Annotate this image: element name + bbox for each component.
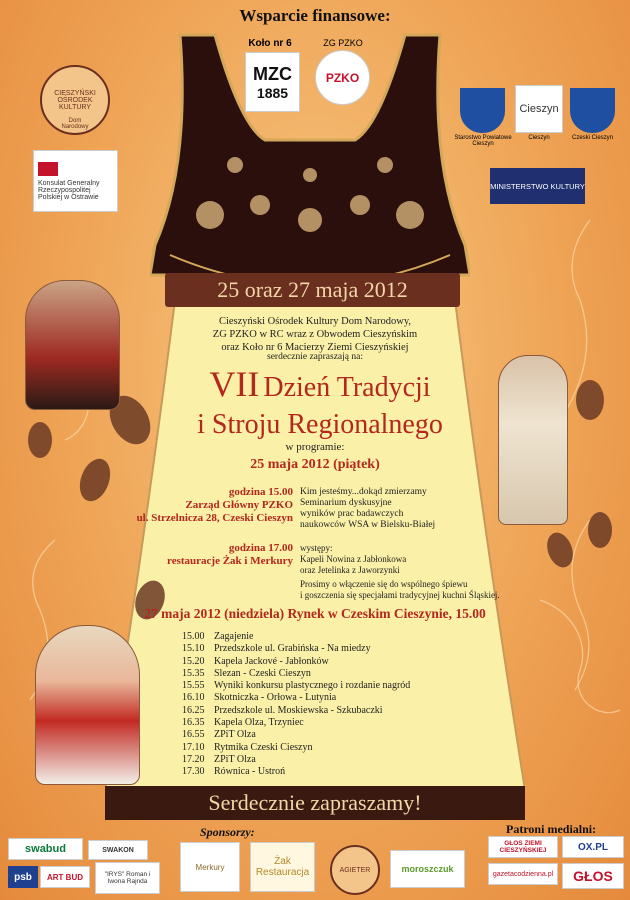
czeski-label: Czeski Cieszyn [571,135,613,141]
event1-address: ul. Strzelnicza 28, Czeski Cieszyn [136,512,293,524]
konsulat-text: Konsulat Generalny Rzeczypospolitej Polskiej w Ostrawie [38,179,100,201]
schedule-item: Wyniki konkursu plastycznego i rozdanie nagród [214,680,411,692]
schedule-item: Kapela Olza, Trzyniec [214,717,304,729]
schedule-item: Przedszkole ul. Grabińska - Na miedzy [214,643,371,655]
patrons-label: Patroni medialni: [506,822,597,836]
eagle-icon [38,162,58,176]
schedule-row [182,668,442,680]
kolo-label: Koło nr 6 [248,38,292,49]
sponsors-label: Sponsorzy: [200,825,255,839]
event2-left [110,542,293,568]
sponsor-logo-psb: psb [8,866,38,888]
schedule-row [182,742,442,754]
schedule-time: 16.55 [182,729,205,741]
child-photo-right [498,355,568,525]
schedule-time: 15.00 [182,631,205,642]
child-photo-bottom [35,625,140,785]
mzc-year: 1885 [256,84,289,101]
pzko-logo: PZKO [315,50,370,105]
schedule-row [182,680,442,692]
event1-left [110,486,293,525]
schedule-time: 16.35 [182,717,205,729]
schedule-item: Zagajenie [214,631,254,642]
cieszyn-logo [515,85,563,133]
schedule-row [182,631,442,643]
event1-desc: wyników prac badawczych [300,509,404,519]
sponsor-logo-swakon: SWAKON [88,840,148,860]
dress-bodice [150,15,470,315]
schedule-time: 16.10 [182,692,205,704]
schedule-item: Rytmika Czeski Cieszyn [214,741,313,753]
event2-desc: oraz Jetelinka z Jaworzynki [300,565,400,575]
patron-logo-glos: GŁOS [562,863,624,889]
title-line-2: i Stroju Regionalnego [197,409,443,440]
schedule-item: Przedszkole ul. Moskiewska - Szkubaczki [214,704,383,716]
day2-title: 27 maja 2012 (niedziela) Rynek w Czeskim Cieszynie, 15.00 [144,606,486,621]
event2-desc: Kapeli Nowina z Jabłonkowa [300,554,407,564]
invite-text: serdecznie zapraszają na: [267,352,363,362]
schedule-row [182,766,442,778]
schedule-row [182,692,442,704]
mzc-logo [245,52,300,112]
sponsor-logo-agieter: AGIETER [330,845,380,895]
funding-title: Wsparcie finansowe: [239,6,391,25]
schedule-row [182,729,442,741]
event1-desc: Kim jesteśmy...dokąd zmierzamy [300,487,427,497]
schedule-list [182,631,442,779]
sponsor-logo-zak: Żak Restauracja [250,842,315,892]
organizer-line: ZG PZKO w RC wraz z Obwodem Cieszyńskim [212,329,418,340]
schedule-time: 15.10 [182,643,205,655]
schedule-item: Skotniczka - Orłowa - Lutynia [214,692,337,704]
organizer-line: Cieszyński Ośrodek Kultury Dom Narodowy, [218,316,412,327]
event1-desc: naukowców WSA w Bielsku-Białej [300,520,436,530]
schedule-item: Kapela Jackové - Jabłonków [214,655,329,667]
program-label: w programie: [285,441,345,453]
cok-sub: Dom Narodowy [61,118,89,130]
sponsor-logo-swabud: swabud [8,838,83,860]
date-banner: 25 oraz 27 maja 2012 [165,273,460,307]
schedule-time: 15.55 [182,680,205,692]
schedule-time: 15.20 [182,655,205,667]
event-title [175,364,465,441]
schedule-row [182,717,442,729]
event2-place: restauracje Żak i Merkury [167,555,293,567]
mzc-text: MZC [253,63,292,84]
event2-right [300,543,528,601]
day1-title: 25 maja 2012 (piątek) [250,457,380,472]
organizers-text [150,315,480,354]
event2-desc: występy: [300,543,333,553]
schedule-row [182,656,442,668]
zg-label: ZG PZKO [323,38,363,48]
event1-right [300,487,500,531]
konsulat-logo [33,150,118,212]
schedule-item: Równica - Ustroń [214,766,286,778]
sponsor-logo-moroszczuk: moroszczuk [390,850,465,888]
patron-logo-glos-ziemi: GŁOS ZIEMI CIESZYŃSKIEJ [488,836,558,858]
schedule-item: ZPiT Olza [214,753,256,765]
organizer-line: oraz Koło nr 6 Macierzy Ziemi Cieszyńskiej [221,342,409,353]
event1-place: Zarząd Główny PZKO [185,499,293,511]
czeski-crest-icon [570,88,615,133]
event2-time: godzina 17.00 [228,542,293,554]
event1-desc: Seminarium dyskusyjne [300,498,392,508]
title-roman: VII [209,364,260,404]
cok-text: CIESZYŃSKI OŚRODEK KULTURY [54,89,96,111]
starostwo-label: Starostwo Powiatowe Cieszyn [454,135,512,147]
event2-desc: Prosimy o włączenie się do wspólnego śpiewu [300,579,468,589]
schedule-item: Slezan - Czeski Cieszyn [214,667,311,679]
sponsor-logo-artbud: ART BUD [40,866,90,888]
schedule-time: 15.35 [182,667,205,679]
sponsor-logo-irys: "IRYS" Roman i Iwona Rajnda [95,862,160,894]
schedule-row [182,643,442,655]
child-photo-left [25,280,120,410]
event2-desc: i goszczenia się specjałami tradycyjnej kuchni Śląskiej. [300,590,500,600]
schedule-row [182,705,442,717]
closing-banner: Serdecznie zapraszamy! [105,786,525,820]
patron-logo-oxpl: OX.PL [562,836,624,858]
title-line-1: Dzień Tradycji [263,372,431,403]
ministerstwo-logo: MINISTERSTWO KULTURY [490,168,585,204]
sponsor-logo-merkury: Merkury [180,842,240,892]
cieszyn-label: Cieszyn [528,135,550,141]
schedule-item: ZPiT Olza [214,729,256,741]
schedule-time: 17.20 [182,753,205,765]
schedule-row [182,754,442,766]
schedule-time: 17.10 [182,741,205,753]
starostwo-crest-icon [460,88,505,133]
event1-time: godzina 15.00 [228,486,293,498]
schedule-time: 17.30 [182,766,205,778]
cieszyn-text: Cieszyn [519,103,559,115]
schedule-time: 16.25 [182,704,205,716]
patron-logo-gazeta: gazetacodzienna.pl [488,863,558,885]
